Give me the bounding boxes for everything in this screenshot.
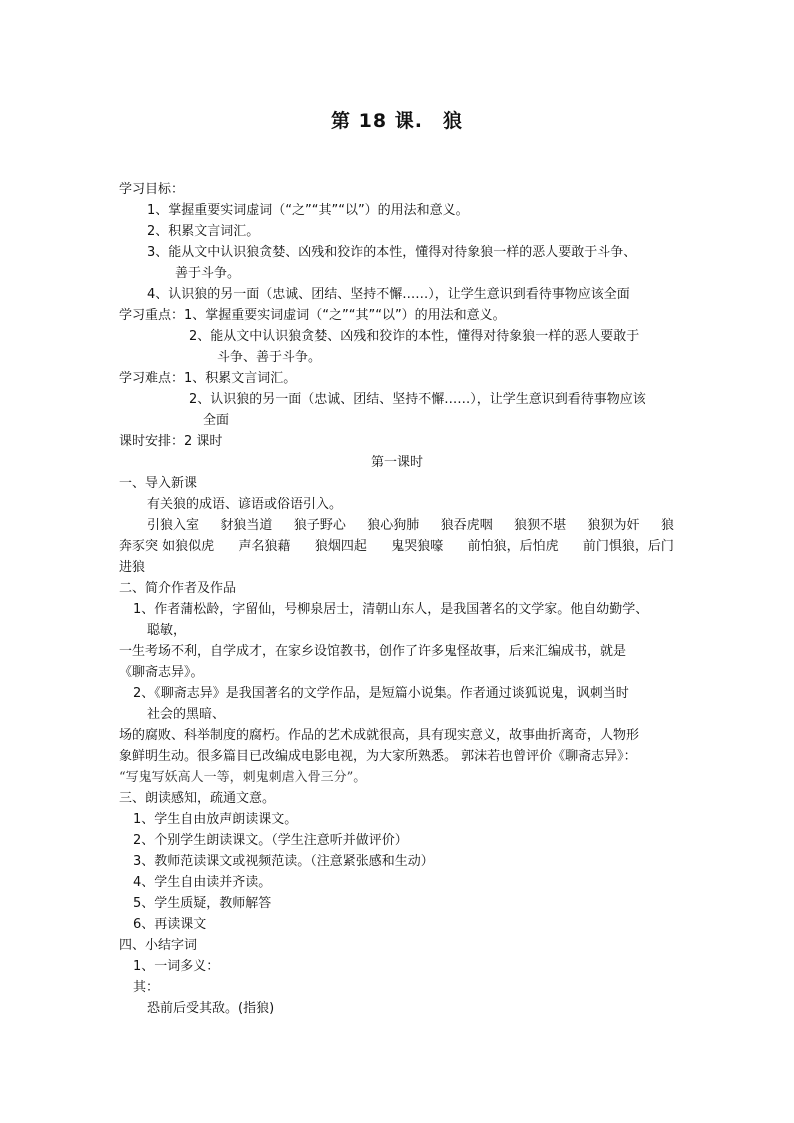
quote: “写鬼写妖高人一等，刺鬼刺虐入骨三分”。 — [119, 770, 367, 785]
reading-step: 6、再读课文 — [133, 917, 207, 932]
idiom: 狼烟四起 — [314, 539, 367, 554]
section-heading: 一、导入新课 — [119, 476, 198, 491]
idiom: 狼狈为奸 — [587, 518, 640, 533]
goal-item: 3、能从文中认识狼贪婪、凶残和狡诈的本性，懂得对待象狼一样的恶人要敢于斗争、 — [147, 245, 637, 260]
reading-step: 2、个别学生朗读课文。（学生注意听并做评价） — [133, 833, 408, 848]
period-heading: 第一课时 — [370, 455, 423, 470]
goal-item-continued: 善于斗争。 — [175, 266, 241, 281]
section-heading: 三、朗读感知，疏通文意。 — [119, 791, 276, 806]
idiom-row — [119, 537, 674, 557]
idiom: 前怕狼，后怕虎 — [467, 539, 559, 554]
summary-example: 恐前后受其敌。(指狼) — [147, 1001, 275, 1016]
goal-item: 2、积累文言词汇。 — [147, 224, 260, 239]
idiom: 狼狈不堪 — [514, 518, 567, 533]
lesson-name: 狼 — [442, 110, 463, 132]
idiom: 狼子野心 — [293, 518, 346, 533]
author-paragraph: 一生考场不利，自学成才，在家乡设馆教书，创作了许多鬼怪故事，后来汇编成书，就是 — [119, 644, 627, 659]
section-heading: 四、小结字词 — [119, 938, 198, 953]
summary-subitem: 其： — [133, 980, 160, 995]
idiom: 前门惧狼，后门 — [582, 539, 674, 554]
difficulty-line: 学习难点：1、积累文言词汇。 — [119, 371, 297, 386]
section-heading: 二、简介作者及作品 — [119, 581, 237, 596]
work-paragraph: 场的腐败、科举制度的腐朽。作品的艺术成就很高，具有现实意义，故事曲折离奇，人物形 — [119, 728, 640, 743]
idiom: 奔豕突 如狼似虎 — [119, 539, 215, 554]
goal-item: 1、掌握重要实词虚词（“之”“其”“以”）的用法和意义。 — [147, 203, 469, 218]
idiom-row — [147, 516, 674, 536]
page-title — [0, 106, 794, 133]
reading-step: 5、学生质疑，教师解答 — [133, 896, 272, 911]
idiom: 声名狼藉 — [238, 539, 291, 554]
idiom: 鬼哭狼嚎 — [391, 539, 444, 554]
intro-text: 有关狼的成语、谚语或俗语引入。 — [147, 497, 343, 512]
idiom: 狼吞虎咽 — [440, 518, 493, 533]
work-paragraph: 社会的黑暗、 — [147, 707, 226, 722]
idiom: 引狼入室 — [147, 518, 200, 533]
idiom: 豺狼当道 — [220, 518, 273, 533]
difficulty-line: 2、认识狼的另一面（忠诚、团结、坚持不懈……），让学生意识到看待事物应该 — [189, 392, 646, 407]
focus-line: 2、能从文中认识狼贪婪、凶残和狡诈的本性，懂得对待象狼一样的恶人要敢于 — [189, 329, 640, 344]
reading-step: 1、学生自由放声朗读课文。 — [133, 812, 298, 827]
difficulty-line-continued: 全面 — [203, 413, 230, 428]
focus-line: 学习重点：1、掌握重要实词虚词（“之”“其”“以”）的用法和意义。 — [119, 308, 506, 323]
work-paragraph: 象鲜明生动。很多篇目已改编成电影电视，为大家所熟悉。 郭沫若也曾评价《聊斋志异》： — [119, 749, 637, 764]
reading-step: 3、教师范读课文或视频范读。（注意紧张感和生动） — [133, 854, 434, 869]
goal-item: 4、认识狼的另一面（忠诚、团结、坚持不懈……），让学生意识到看待事物应该全面 — [147, 287, 630, 302]
idiom: 狼心狗肺 — [367, 518, 420, 533]
schedule: 课时安排：2 课时 — [119, 434, 223, 449]
reading-step: 4、学生自由读并齐读。 — [133, 875, 272, 890]
work-paragraph: 2、《聊斋志异》是我国著名的文学作品，是短篇小说集。作者通过谈狐说鬼，讽刺当时 — [133, 686, 629, 701]
focus-line-continued: 斗争、善于斗争。 — [217, 350, 322, 365]
author-paragraph: 1、作者蒲松龄，字留仙，号柳泉居士，清朝山东人，是我国著名的文学家。他自幼勤学、 — [133, 602, 649, 617]
idiom-row-continued: 进狼 — [119, 560, 146, 575]
lesson-number: 第 18 课. — [331, 110, 423, 132]
author-paragraph: 《聊斋志异》。 — [119, 665, 204, 680]
idiom: 狼 — [660, 518, 674, 533]
author-paragraph: 聪敏， — [147, 623, 187, 638]
summary-item: 1、一词多义： — [133, 959, 220, 974]
goals-label: 学习目标： — [119, 182, 185, 197]
